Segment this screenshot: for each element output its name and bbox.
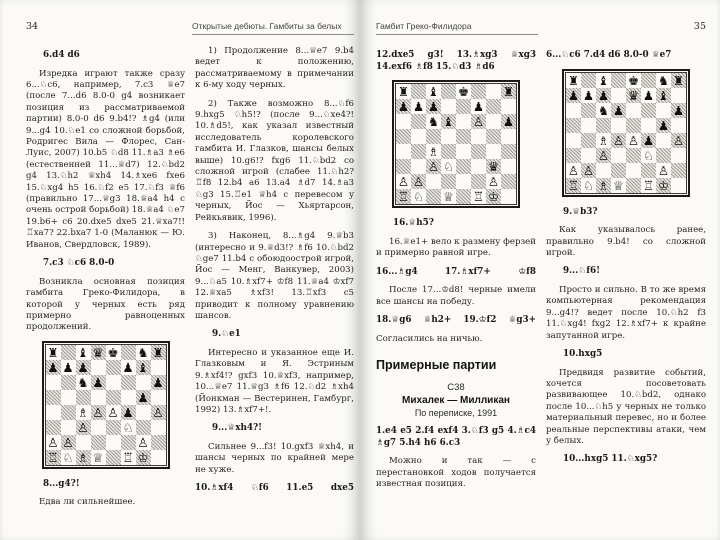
board-square <box>471 159 486 174</box>
board-square <box>611 73 626 88</box>
board-square: ♖ <box>472 189 485 205</box>
board-square: ♗ <box>597 177 610 193</box>
moves-heading: 16...♗g4 17.♗xf7+ ♔f8 <box>376 266 536 277</box>
body-paragraph: После 17...♔d8! черные имели все шансы на победу. <box>376 285 536 307</box>
board-square: ♙ <box>397 174 410 190</box>
board-square: ♝ <box>77 344 89 360</box>
page-header <box>376 18 706 35</box>
board-square <box>671 163 686 178</box>
body-paragraph: Изредка играют также сразу 6...♘c6, например, 7.c3 ♕e7 (после 7...d6 8.0-0 g4 возникает позиция из рассматриваемой партии) 8.0-0 d6 9.b4!? ♗g4 (или 9...g4 10.♘e1 со сложной борьбой, Родригес Вила — Флорес, Сан-Луис, 2007) 10.b5 ♘d8 11.♗a3 ♗e6 (естественней 11...♕d7) 12.♘bd2 g4 13.♘h2 ♕xh4 14.♗xe6 fxe6 15.♘xg4 h5 16.♘f2 e5 17.♘f3 ♕f6 (правильно 17...♕g3 18.♕a4 h4 с очень острой борьбой) 18.♕a4 ♘e7 19.b6+ c6 20.dxe5 dxe5 21.♕xa7!! ♖xa7? 22.bxa7 1-0 (Маланюк — Ю. Иванов, Свердловск, 1989). <box>26 68 185 250</box>
board-square <box>596 163 611 178</box>
board-square: ♟ <box>657 117 670 133</box>
board-square: ♖ <box>47 449 59 465</box>
board-square: ♙ <box>627 132 640 148</box>
board-square <box>641 103 656 118</box>
board-square: ♗ <box>427 144 440 160</box>
board-square: ♙ <box>92 404 104 420</box>
board-square: ♛ <box>92 344 104 360</box>
board-square <box>486 99 501 114</box>
board-square: ♙ <box>612 132 625 148</box>
board-square: ♟ <box>137 389 149 405</box>
board-square: ♛ <box>487 159 500 175</box>
board-square <box>626 163 641 178</box>
moves-heading: 6.d4 d6 <box>43 50 80 60</box>
board-square: ♜ <box>152 344 164 360</box>
board-square: ♚ <box>107 344 119 360</box>
board-square <box>581 118 596 133</box>
board-square: ♟ <box>642 87 655 103</box>
body-paragraph: Едва ли сильнейшее. <box>39 497 136 508</box>
game-players: Михалек — Милликан <box>402 395 510 406</box>
body-paragraph: Согласились на ничью. <box>376 333 483 344</box>
board-square: ♕ <box>442 189 455 205</box>
board-square <box>411 114 426 129</box>
board-square <box>136 375 151 390</box>
board-square: ♞ <box>427 114 440 130</box>
chess-diagram <box>392 80 520 208</box>
board-square: ♙ <box>137 434 149 450</box>
board-square: ♟ <box>502 114 515 130</box>
board-square: ♙ <box>567 162 580 178</box>
board-square <box>411 144 426 159</box>
board-square: ♜ <box>672 72 685 88</box>
board-square: ♟ <box>427 99 440 115</box>
board-square <box>91 435 106 450</box>
moves-heading: 1.e4 e5 2.f4 exf4 3.♘f3 g5 4.♗c4 ♗g7 5.h4 h6 6.c3 <box>376 426 536 448</box>
board-square: ♖ <box>397 189 410 205</box>
board-square <box>501 189 516 204</box>
board-square: ♙ <box>152 404 164 420</box>
moves-heading: 6...♘c6 7.d4 d6 8.0-0 ♕e7 <box>546 50 672 60</box>
board-square <box>566 148 581 163</box>
board-square: ♘ <box>642 147 655 163</box>
page-number: 35 <box>693 21 706 32</box>
board-square <box>641 118 656 133</box>
board-square: ♞ <box>657 72 670 88</box>
board-square <box>121 345 136 360</box>
moves-heading: 10.♗xf4 ♘f6 11.e5 dxe5 <box>195 483 354 494</box>
column-1 <box>26 46 185 516</box>
board-square <box>626 148 641 163</box>
chess-board <box>395 83 517 205</box>
board-square: ♟ <box>122 404 134 420</box>
board-square <box>151 360 166 375</box>
board-square <box>671 178 686 193</box>
board-square <box>501 129 516 144</box>
board-square: ♖ <box>642 177 655 193</box>
board-square <box>501 99 516 114</box>
board-square: ♙ <box>672 132 685 148</box>
board-square <box>76 435 91 450</box>
board-square <box>441 129 456 144</box>
moves-heading: 16.♕h5? <box>393 218 434 229</box>
moves-heading: 9.♕b3? <box>563 206 598 217</box>
board-square <box>151 420 166 435</box>
board-square: ♟ <box>642 132 655 148</box>
board-square: ♙ <box>582 162 595 178</box>
moves-heading: 9...♘f6! <box>563 266 600 277</box>
board-square: ♟ <box>122 359 134 375</box>
board-square <box>136 420 151 435</box>
board-square: ♟ <box>77 359 89 375</box>
board-square: ♘ <box>582 177 595 193</box>
board-square: ♗ <box>77 449 89 465</box>
board-square <box>471 129 486 144</box>
board-square <box>566 118 581 133</box>
board-square <box>671 88 686 103</box>
board-square <box>581 73 596 88</box>
board-square: ♙ <box>487 174 500 190</box>
board-square: ♔ <box>487 189 500 205</box>
board-square <box>501 174 516 189</box>
board-square <box>411 84 426 99</box>
board-square <box>456 129 471 144</box>
board-square: ♝ <box>427 84 440 100</box>
board-square <box>641 163 656 178</box>
board-square: ♘ <box>62 449 74 465</box>
board-square: ♙ <box>657 162 670 178</box>
board-square <box>61 405 76 420</box>
board-square: ♚ <box>627 72 640 88</box>
chess-board <box>565 72 687 194</box>
chess-diagram <box>562 69 690 197</box>
body-paragraph: Предвидя развитие событий, хочется посоветовать развивающее 10.♘bd2, однако после 10...♘h5 у черных не только материальный перевес, но и более реальные перспективы атаки, чем у белых. <box>546 367 706 447</box>
board-square <box>46 405 61 420</box>
chess-board <box>45 344 167 466</box>
moves-heading: 10.hxg5 <box>563 349 603 360</box>
board-square: ♜ <box>502 84 515 100</box>
board-square: ♟ <box>412 99 425 115</box>
board-square <box>411 159 426 174</box>
board-square <box>611 163 626 178</box>
board-square <box>61 375 76 390</box>
board-square: ♟ <box>47 359 59 375</box>
board-square: ♔ <box>657 177 670 193</box>
moves-heading: 10...hxg5 11.♘xg5? <box>563 454 658 465</box>
board-square: ♟ <box>582 87 595 103</box>
board-square <box>76 390 91 405</box>
moves-heading: 18.♕g6 ♕h2+ 19.♔f2 ♕g3+ <box>376 315 536 325</box>
moves-heading: 12.dxe5 g3! 13.♗xg3 ♕xg3 14.exf6 ♗f8 15.♘d3 ♗d6 <box>376 50 536 72</box>
board-square <box>471 84 486 99</box>
board-square <box>456 144 471 159</box>
running-head: Открытые дебюты. Гамбиты за белых <box>192 21 354 35</box>
board-square: ♝ <box>657 87 670 103</box>
board-square: ♙ <box>472 114 485 130</box>
board-square <box>151 390 166 405</box>
section-title: Примерные партии <box>376 358 497 372</box>
board-square: ♟ <box>152 374 164 390</box>
board-square: ♙ <box>62 434 74 450</box>
board-square <box>471 144 486 159</box>
board-square: ♟ <box>672 102 685 118</box>
board-square <box>456 159 471 174</box>
board-square <box>656 103 671 118</box>
board-square <box>411 129 426 144</box>
body-paragraph: Интересно и указанное еще И. Глазковым и Я. Эстриным 9.♗xf4!? gxf3 10.♕xf3, например, 10...♕e7 11.♕g3 ♗f6 12.♘d2 ♗xh4 (Йонкман — Вестеринен, Гамбург, 1992) 13.♗xf7+!. <box>195 347 354 415</box>
board-square <box>486 114 501 129</box>
board-square <box>611 118 626 133</box>
body-paragraph: 2) Также возможно 8...♘f6 9.hxg5 ♘h5!? (после 9...♘xe4?! 10.♗d5!, как указал известный исследователь королевского гамбита И. Глазков, шансы белых выше) 10.g6!? fxg6 11.♘bd2 со сложной игрой (слабее 11.♘h2? ♖f8 12.b4 a6 13.a4 ♗d7 14.♗a3 ♘g3 15.♖e1 ♕h4 с перевесом у черных, Йос — Хьяртарсон, Рейкьявик, 1996). <box>195 98 354 223</box>
board-square: ♘ <box>412 189 425 205</box>
body-paragraph: 16.♕e1+ вело к размену ферзей и примерно равной игре. <box>376 236 536 259</box>
board-square: ♙ <box>107 404 119 420</box>
board-square <box>136 405 151 420</box>
board-square <box>46 375 61 390</box>
board-square: ♚ <box>457 84 470 100</box>
board-square <box>656 148 671 163</box>
board-square <box>456 99 471 114</box>
body-paragraph: 1) Продолжение 8...♕e7 9.b4 ведет к положению, рассматриваемому в примечании к 6-му ходу черных. <box>195 46 354 91</box>
board-square <box>426 174 441 189</box>
board-square <box>426 189 441 204</box>
board-square: ♟ <box>472 99 485 115</box>
text-columns <box>26 46 354 516</box>
board-square: ♝ <box>597 72 610 88</box>
board-square: ♖ <box>122 449 134 465</box>
board-square <box>641 73 656 88</box>
board-square <box>581 148 596 163</box>
board-square: ♝ <box>137 359 149 375</box>
board-square <box>106 420 121 435</box>
board-square <box>501 159 516 174</box>
board-square <box>441 174 456 189</box>
board-square <box>626 178 641 193</box>
board-square <box>106 360 121 375</box>
board-square <box>46 420 61 435</box>
body-paragraph: Можно и так — с перестановкой ходов получается известная позиция. <box>376 456 536 489</box>
board-square <box>581 103 596 118</box>
board-square <box>656 133 671 148</box>
board-square <box>671 118 686 133</box>
chess-diagram <box>42 341 170 469</box>
board-square: ♘ <box>122 419 134 435</box>
board-square <box>106 375 121 390</box>
page-35 <box>360 0 720 540</box>
board-square: ♞ <box>137 344 149 360</box>
moves-heading: 7.c3 ♘c6 8.0-0 <box>43 258 115 269</box>
board-square: ♟ <box>92 374 104 390</box>
board-square: ♟ <box>612 102 625 118</box>
board-square <box>61 420 76 435</box>
board-square <box>486 144 501 159</box>
board-square <box>106 435 121 450</box>
board-square <box>581 133 596 148</box>
board-square <box>46 390 61 405</box>
board-square <box>91 390 106 405</box>
board-square <box>671 148 686 163</box>
board-square: ♙ <box>412 174 425 190</box>
running-head: Гамбит Греко-Филидора <box>376 21 538 35</box>
board-square: ♜ <box>397 84 410 100</box>
board-square <box>441 84 456 99</box>
board-square <box>626 103 641 118</box>
board-square <box>611 88 626 103</box>
board-square <box>456 114 471 129</box>
board-square: ♟ <box>597 87 610 103</box>
column-4 <box>546 46 706 497</box>
board-square: ♜ <box>47 344 59 360</box>
board-square: ♟ <box>397 99 410 115</box>
board-square: ♜ <box>567 72 580 88</box>
board-square <box>61 390 76 405</box>
board-square <box>121 390 136 405</box>
board-square: ♞ <box>597 102 610 118</box>
moves-heading: 9...♕xh4?! <box>212 423 262 434</box>
board-square <box>566 103 581 118</box>
body-paragraph: 3) Наконец, 8...♗g4 9.♕b3 (интересно и 9.♕d3!? ♗f6 10.♘bd2 ♘ge7 11.b4 с обоюдоострой игрой, Йос — Менг, Ванкувер, 2003) 9...♘a5 10.♗xf7+ ♔f8 11.♕a4 ♔xf7 12.♕xa5 ♗xf3! 13.♖xf3 c5 приводит к полному уравнению шансов. <box>195 231 354 321</box>
board-square <box>151 450 166 465</box>
board-square <box>396 144 411 159</box>
board-square <box>426 129 441 144</box>
board-square: ♛ <box>627 87 640 103</box>
board-square: ♟ <box>567 87 580 103</box>
board-square <box>626 118 641 133</box>
board-square: ♟ <box>62 359 74 375</box>
column-3 <box>376 46 536 497</box>
body-paragraph: Просто и сильно. В то же время компьютерная рекомендация 9...g4!? ведет после 10.♘h2 f3 11.♘xg4! fxg2 12.♗xf7+ к крайне запутанной игре. <box>546 285 706 341</box>
board-square <box>486 129 501 144</box>
board-square: ♙ <box>77 419 89 435</box>
text-columns <box>376 46 706 497</box>
board-square: ♕ <box>612 177 625 193</box>
board-square <box>456 189 471 204</box>
column-2 <box>195 46 354 516</box>
board-square <box>566 133 581 148</box>
board-square: ♘ <box>442 159 455 175</box>
body-paragraph: Возникла основная позиция гамбита Греко-Филидора, в которой у черных есть ряд примерно равноценных продолжений. <box>26 276 185 333</box>
board-square <box>486 84 501 99</box>
board-square: ♖ <box>567 177 580 193</box>
board-square <box>596 118 611 133</box>
board-square <box>441 99 456 114</box>
board-square <box>106 450 121 465</box>
board-square: ♗ <box>77 404 89 420</box>
board-square <box>456 174 471 189</box>
board-square: ♙ <box>597 147 610 163</box>
board-square <box>151 435 166 450</box>
board-square <box>121 375 136 390</box>
game-event: По переписке, 1991 <box>414 408 498 418</box>
board-square <box>396 114 411 129</box>
board-square <box>611 148 626 163</box>
moves-heading: 8...g4?! <box>43 478 80 489</box>
board-square <box>501 144 516 159</box>
board-square <box>91 360 106 375</box>
page-header <box>26 18 354 35</box>
board-square: ♔ <box>137 449 149 465</box>
board-square <box>121 435 136 450</box>
board-square: ♝ <box>442 114 455 130</box>
body-paragraph: Сильнее 9...f3! 10.gxf3 ♕xh4, и шансы черных по крайней мере не хуже. <box>195 441 354 475</box>
board-square <box>471 174 486 189</box>
board-square <box>61 345 76 360</box>
page-number: 34 <box>26 21 39 32</box>
body-paragraph: Как указывалось ранее, правильно 9.b4! со сложной игрой. <box>546 225 706 258</box>
board-square <box>396 159 411 174</box>
board-square <box>91 420 106 435</box>
board-square <box>396 129 411 144</box>
board-square <box>106 390 121 405</box>
board-square <box>441 144 456 159</box>
board-square: ♙ <box>427 159 440 175</box>
board-square: ♕ <box>92 449 104 465</box>
board-square: ♙ <box>47 434 59 450</box>
board-square: ♗ <box>597 132 610 148</box>
eco-code: С38 <box>447 382 465 393</box>
moves-heading: 9.♘e1 <box>212 329 241 340</box>
board-square: ♞ <box>77 374 89 390</box>
